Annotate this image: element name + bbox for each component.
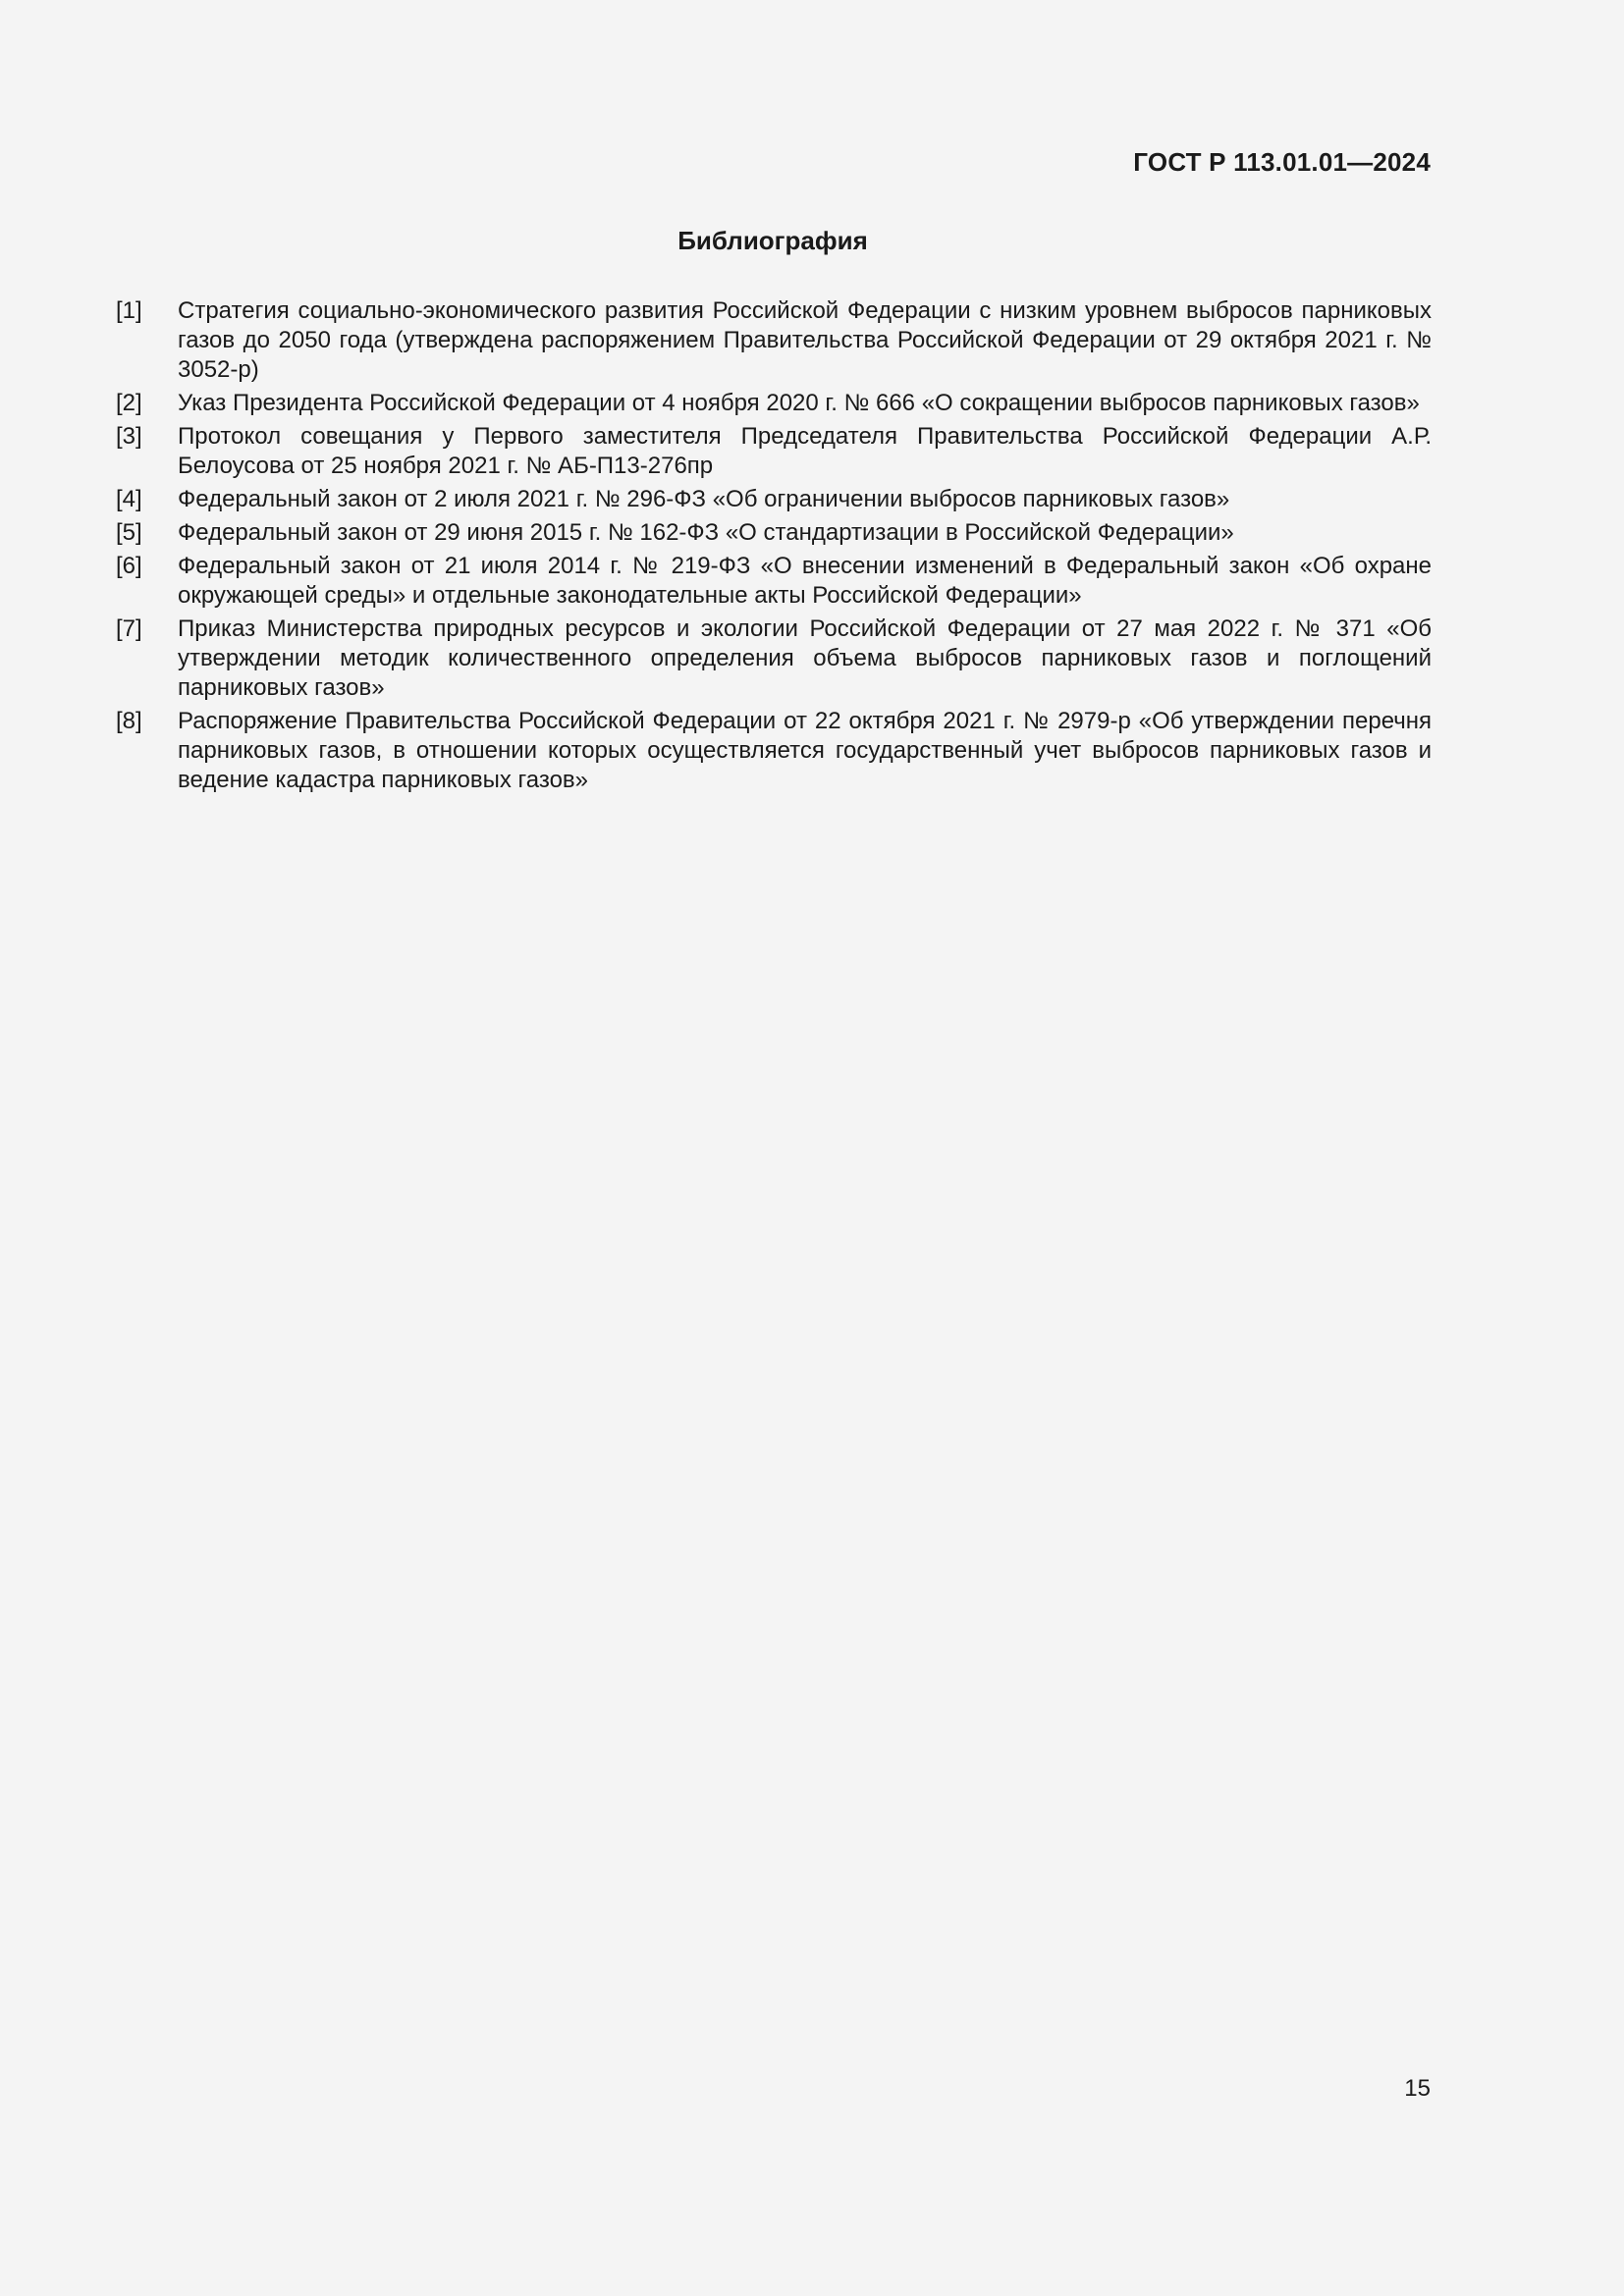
bibliography-item-number: [1]: [116, 297, 142, 324]
bibliography-item-number: [2]: [116, 390, 142, 416]
bibliography-item-text: Приказ Министерства природных ресурсов и экологии Российской Федерации от 27 мая 2022 г. № 371 «Об утверждении методик количественного определения объема выбросов парниковых газов и поглощений парниковых газов»: [178, 615, 1432, 701]
bibliography-item-number: [8]: [116, 708, 142, 734]
bibliography-item-number: [5]: [116, 519, 142, 546]
bibliography-item-number: [7]: [116, 615, 142, 642]
bibliography-item: [116, 614, 1432, 703]
bibliography-title: Библиография: [677, 226, 868, 255]
bibliography-item-text: Стратегия социально-экономического развития Российской Федерации с низким уровнем выбросов парниковых газов до 2050 года (утверждена распоряжением Правительства Российской Федерации от 29 октября 2021 г. № 3052-р): [178, 297, 1432, 383]
bibliography-item: [116, 552, 1432, 611]
bibliography-item-number: [4]: [116, 486, 142, 512]
bibliography-item: [116, 707, 1432, 795]
bibliography-item-text: Указ Президента Российской Федерации от 4 ноября 2020 г. № 666 «О сокращении выбросов парниковых газов»: [178, 390, 1420, 416]
bibliography-item-text: Федеральный закон от 2 июля 2021 г. № 296-ФЗ «Об ограничении выбросов парниковых газов»: [178, 486, 1230, 512]
page-number: 15: [1404, 2075, 1431, 2102]
bibliography-item: [116, 485, 1432, 514]
bibliography-list: [116, 296, 1432, 799]
bibliography-item-text: Распоряжение Правительства Российской Федерации от 22 октября 2021 г. № 2979-р «Об утверждении перечня парниковых газов, в отношении которых осуществляется государственный учет выбросов парниковых газов и ведение кадастра парниковых газов»: [178, 708, 1432, 793]
bibliography-item-text: Федеральный закон от 21 июля 2014 г. № 219-ФЗ «О внесении изменений в Федеральный закон «Об охране окружающей среды» и отдельные законодательные акты Российской Федерации»: [178, 553, 1432, 609]
document-code: ГОСТ Р 113.01.01—2024: [1133, 147, 1431, 177]
bibliography-item: [116, 389, 1432, 418]
bibliography-item-number: [6]: [116, 553, 142, 579]
bibliography-item: [116, 422, 1432, 481]
bibliography-item-number: [3]: [116, 423, 142, 450]
bibliography-item-text: Федеральный закон от 29 июня 2015 г. № 162-ФЗ «О стандартизации в Российской Федерации»: [178, 519, 1234, 546]
bibliography-item-text: Протокол совещания у Первого заместителя Председателя Правительства Российской Федерации А.Р. Белоусова от 25 ноября 2021 г. № АБ-П13-276пр: [178, 423, 1432, 479]
bibliography-item: [116, 518, 1432, 548]
bibliography-item: [116, 296, 1432, 385]
